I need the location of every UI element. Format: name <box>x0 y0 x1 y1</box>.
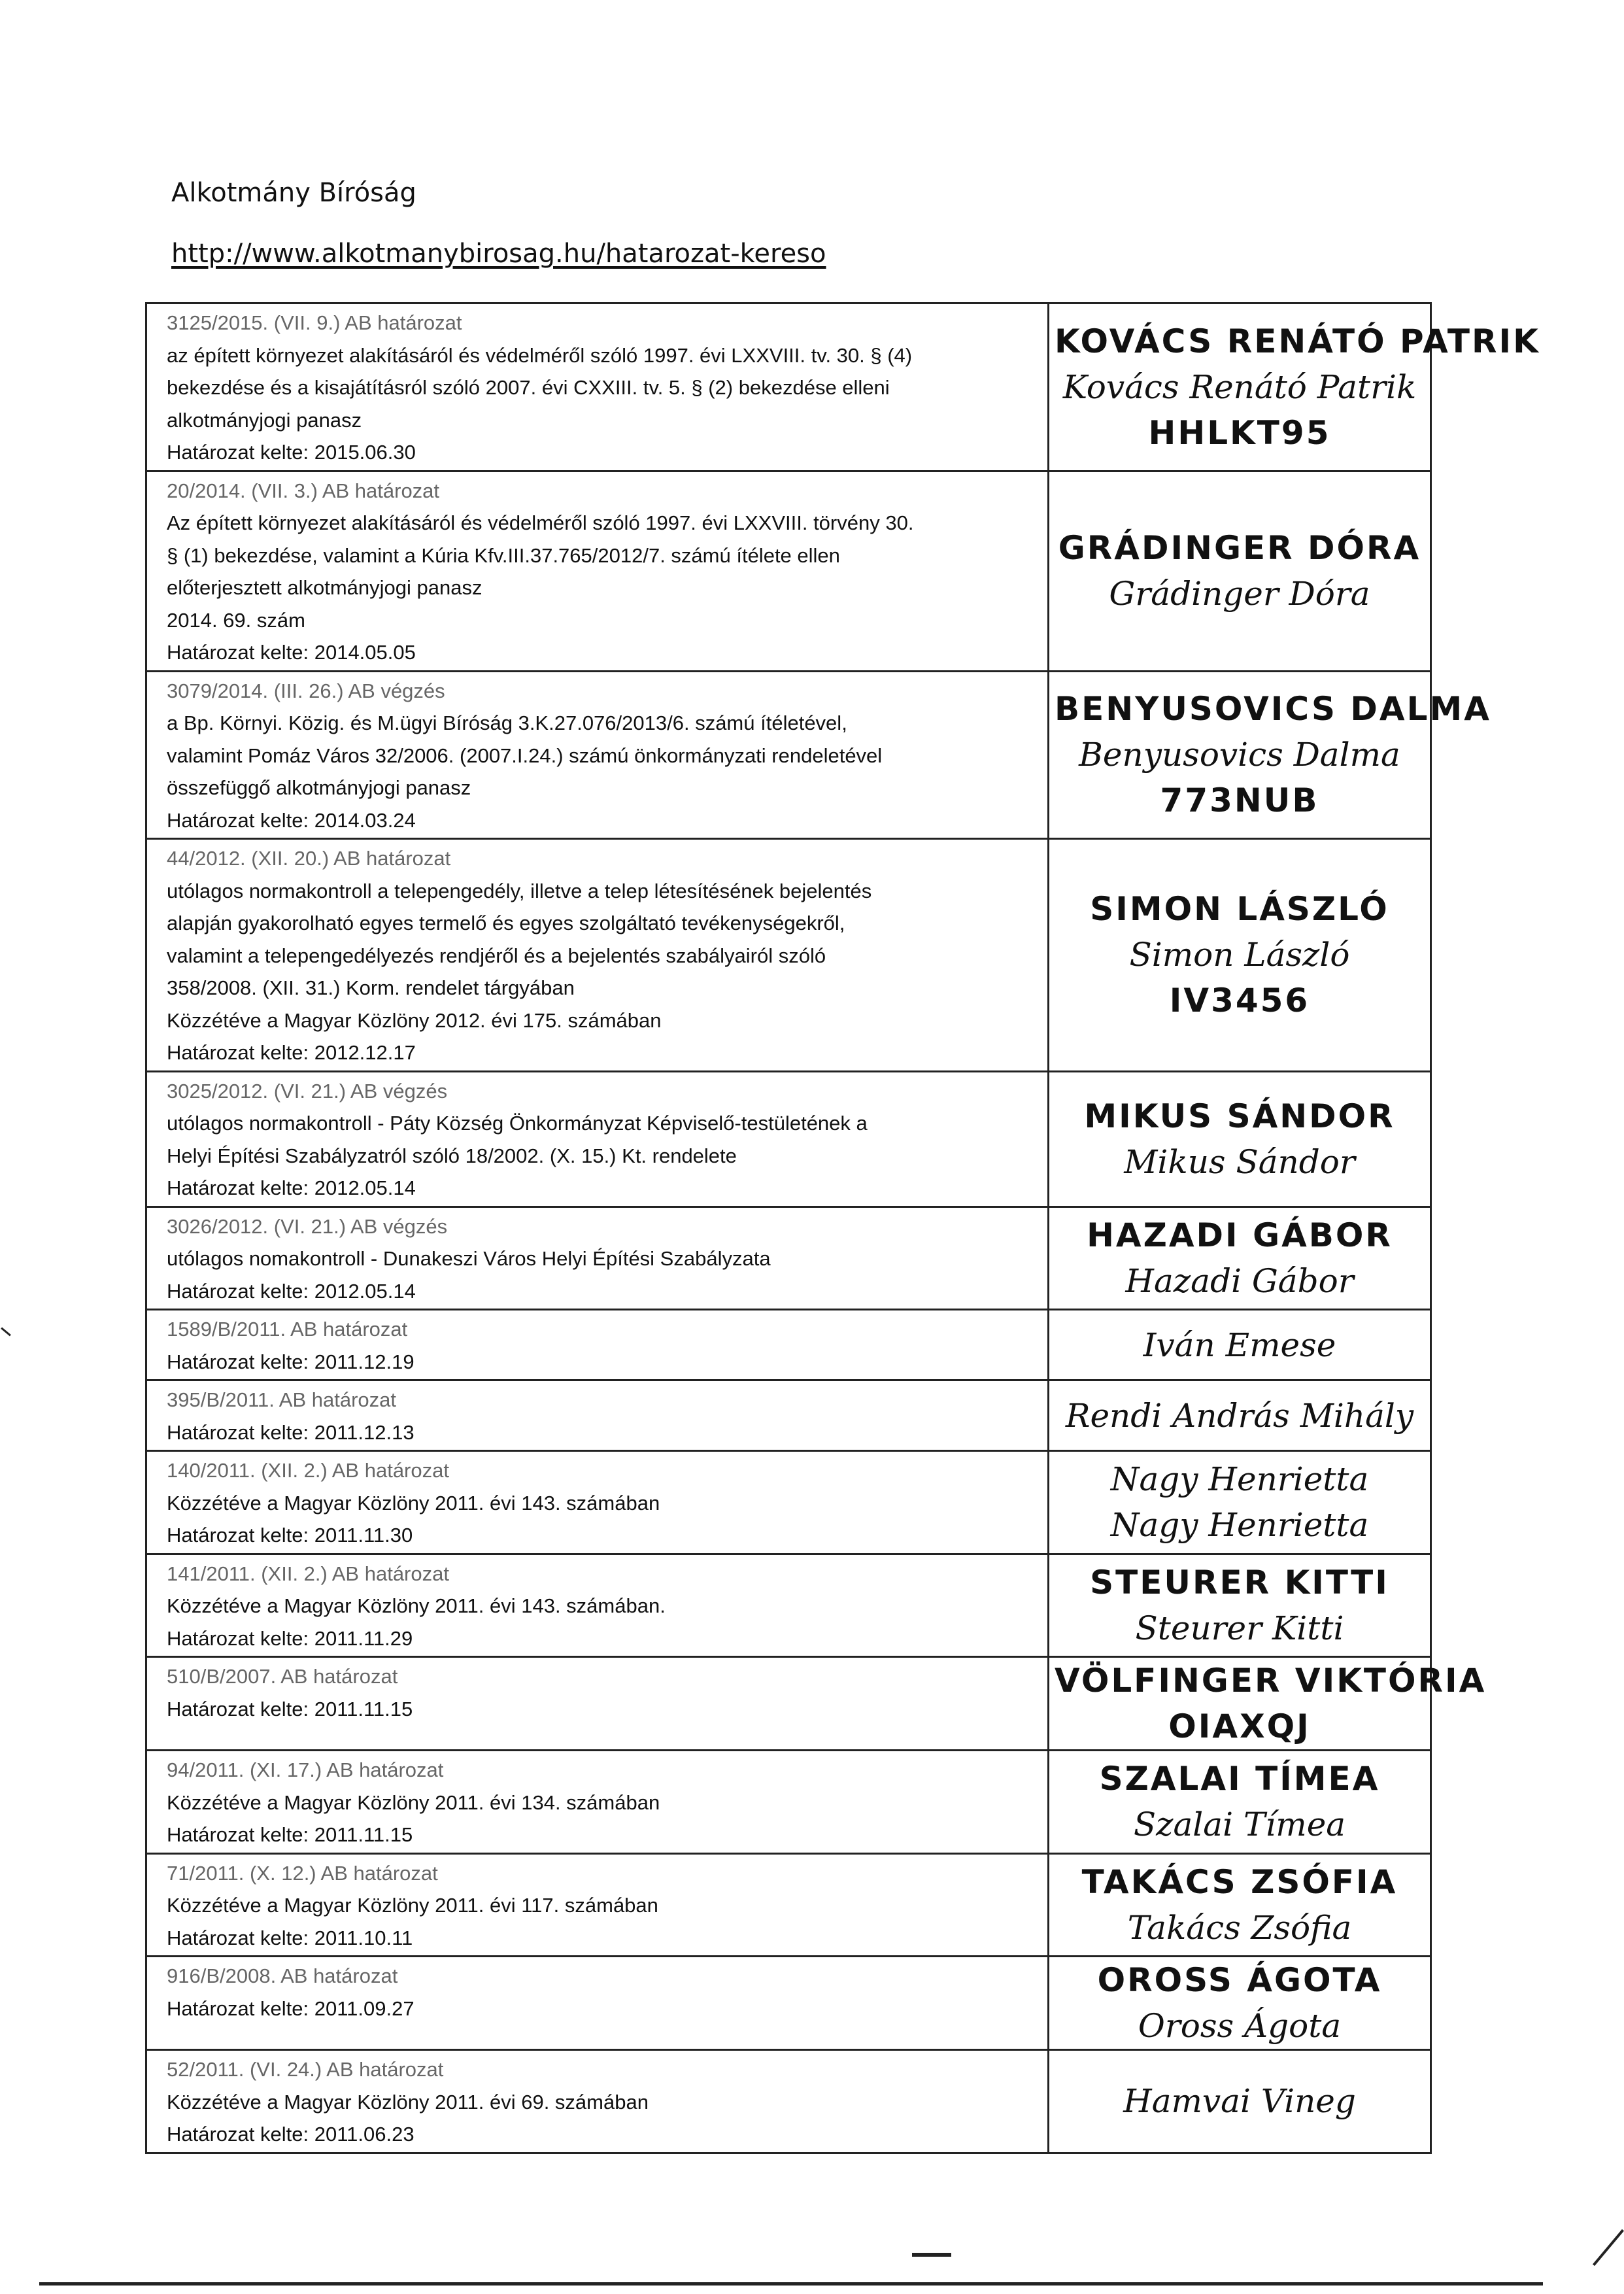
decision-number: 1589/B/2011. AB határozat <box>167 1318 408 1341</box>
signature-cell <box>1049 671 1491 839</box>
decision-text-line: Határozat kelte: 2014.03.24 <box>167 808 416 832</box>
decision-text-line: 358/2008. (XII. 31.) Korm. rendelet tárgyában <box>167 976 575 999</box>
signature-line: OROSS ÁGOTA <box>1097 1961 1382 1999</box>
signature-line: Hazadi Gábor <box>1125 1261 1354 1300</box>
decisions-table-body <box>146 303 1540 2153</box>
decision-cell <box>146 839 1049 1072</box>
decision-row <box>146 2050 1431 2153</box>
decision-row <box>146 839 1431 1072</box>
decision-text-line: előterjesztett alkotmányjogi panasz <box>167 576 482 599</box>
decision-text-line: Határozat kelte: 2011.10.11 <box>167 1926 413 1949</box>
decision-text-line: az épített környezet alakításáról és védelméről szóló 1997. évi LXXVIII. tv. 30. § (4) <box>167 343 913 367</box>
decision-cell <box>146 1853 1049 1957</box>
decision-text-line: a Bp. Környi. Közig. és M.ügyi Bíróság 3.K.27.076/2013/6. számú ítéletével, <box>167 711 847 734</box>
decision-cell <box>146 1380 1049 1451</box>
decision-row <box>146 1751 1431 1854</box>
decision-text-line: Közzétéve a Magyar Közlöny 2011. évi 69. számában <box>167 2090 649 2114</box>
decision-text-line: Határozat kelte: 2012.05.14 <box>167 1176 416 1199</box>
decision-text-line: 2014. 69. szám <box>167 608 305 632</box>
decision-text-line: valamint Pomáz Város 32/2006. (2007.I.24.) számú önkormányzati rendeletével <box>167 744 883 767</box>
decision-text-line: Határozat kelte: 2012.12.17 <box>167 1041 416 1064</box>
decision-row <box>146 1207 1431 1310</box>
decision-number: 140/2011. (XII. 2.) AB határozat <box>167 1459 449 1482</box>
decision-text-line: utólagos normakontroll a telepengedély, illetve a telep létesítésének bejelentés <box>167 879 872 902</box>
decision-cell <box>146 1071 1049 1207</box>
signature-line: HAZADI GÁBOR <box>1087 1216 1393 1254</box>
decision-text-line: Közzétéve a Magyar Közlöny 2011. évi 134. számában <box>167 1790 660 1814</box>
corner-mark <box>1593 2229 1624 2266</box>
decision-cell <box>146 671 1049 839</box>
signature-cell <box>1049 303 1540 471</box>
signature-line: OIAXQJ <box>1168 1707 1311 1745</box>
signature-line: HHLKT95 <box>1148 413 1331 452</box>
decision-text-line: Helyi Építési Szabályzatról szóló 18/2002. (X. 15.) Kt. rendelete <box>167 1144 737 1167</box>
signature-line: SIMON LÁSZLÓ <box>1090 890 1389 929</box>
signature-cell <box>1049 1207 1431 1310</box>
decision-text-line: utólagos nomakontroll - Dunakeszi Város Helyi Építési Szabályzata <box>167 1247 771 1270</box>
decision-row <box>146 1451 1431 1554</box>
signature-cell <box>1049 471 1431 671</box>
decision-text-line: Határozat kelte: 2011.11.15 <box>167 1697 413 1720</box>
decision-text-line: Közzétéve a Magyar Közlöny 2011. évi 143. számában. <box>167 1594 666 1617</box>
signature-line: STEURER KITTI <box>1090 1563 1389 1601</box>
decision-row <box>146 303 1431 471</box>
decision-text-line: Határozat kelte: 2011.11.15 <box>167 1823 413 1846</box>
decision-text-line: Határozat kelte: 2011.09.27 <box>167 1996 414 2020</box>
decision-text-line: Közzétéve a Magyar Közlöny 2011. évi 143. számában <box>167 1491 660 1515</box>
decision-text-line: Határozat kelte: 2011.12.13 <box>167 1420 414 1444</box>
signature-cell <box>1049 1310 1431 1380</box>
page-edge-dash <box>912 2253 951 2257</box>
decision-number: 3026/2012. (VI. 21.) AB végzés <box>167 1214 448 1238</box>
decisions-table <box>145 302 1540 2154</box>
decision-number: 44/2012. (XII. 20.) AB határozat <box>167 847 451 870</box>
decision-number: 395/B/2011. AB határozat <box>167 1388 397 1411</box>
signature-line: Oross Ágota <box>1138 2007 1342 2045</box>
decision-number: 510/B/2007. AB határozat <box>167 1665 398 1688</box>
decision-text-line: alapján gyakorolható egyes termelő és egyes szolgáltató tevékenységekről, <box>167 912 845 934</box>
decision-text-line: bekezdése és a kisajátításról szóló 2007. évi CXXIII. tv. 5. § (2) bekezdése elleni <box>167 376 890 399</box>
decision-row <box>146 1853 1431 1957</box>
decision-number: 916/B/2008. AB határozat <box>167 1964 398 1987</box>
signature-line: IV3456 <box>1169 982 1310 1020</box>
signature-cell <box>1049 1853 1431 1957</box>
decision-text-line: Az épített környezet alakításáról és védelméről szóló 1997. évi LXXVIII. törvény 30. <box>167 511 914 534</box>
decision-cell <box>146 303 1049 471</box>
source-url: http://www.alkotmanybirosag.hu/hatarozat-kereso <box>171 239 826 269</box>
decision-number: 94/2011. (XI. 17.) AB határozat <box>167 1758 444 1781</box>
signature-line: Steurer Kitti <box>1135 1609 1344 1647</box>
signature-line: Nagy Henrietta <box>1110 1506 1369 1545</box>
signature-cell <box>1049 1071 1431 1207</box>
signature-cell <box>1049 1451 1431 1554</box>
signature-line: Hamvai Vineg <box>1123 2082 1356 2121</box>
decision-number: 3079/2014. (III. 26.) AB végzés <box>167 679 445 702</box>
decision-text-line: § (1) bekezdése, valamint a Kúria Kfv.III.37.765/2012/7. számú ítélete ellen <box>167 543 840 567</box>
decision-cell <box>146 1957 1049 2050</box>
signature-line: Benyusovics Dalma <box>1079 736 1400 774</box>
signature-cell <box>1049 1380 1431 1451</box>
signature-line: SZALAI TÍMEA <box>1099 1760 1380 1798</box>
decision-number: 141/2011. (XII. 2.) AB határozat <box>167 1562 449 1585</box>
signature-cell <box>1049 839 1431 1072</box>
signature-line: GRÁDINGER DÓRA <box>1058 529 1421 567</box>
decision-row <box>146 671 1431 839</box>
decision-cell <box>146 1751 1049 1854</box>
decision-text-line: alkotmányjogi panasz <box>167 408 362 432</box>
decision-number: 52/2011. (VI. 24.) AB határozat <box>167 2058 444 2081</box>
decision-cell <box>146 1554 1049 1657</box>
decision-text-line: összefüggő alkotmányjogi panasz <box>167 776 471 799</box>
page-title: Alkotmány Bíróság <box>171 178 416 208</box>
decision-row <box>146 1657 1431 1751</box>
decision-cell <box>146 2050 1049 2153</box>
signature-line: Grádinger Dóra <box>1109 575 1370 613</box>
decision-row <box>146 1310 1431 1380</box>
decision-cell <box>146 1207 1049 1310</box>
decision-cell <box>146 1657 1049 1751</box>
decision-number: 20/2014. (VII. 3.) AB határozat <box>167 479 440 502</box>
decision-text-line: Határozat kelte: 2011.06.23 <box>167 2123 414 2146</box>
signature-cell <box>1049 1554 1431 1657</box>
margin-mark <box>1 1327 11 1337</box>
signature-line: Kovács Renátó Patrik <box>1062 368 1417 406</box>
page-edge-line <box>39 2282 1543 2285</box>
decision-text-line: Határozat kelte: 2015.06.30 <box>167 441 416 464</box>
signature-cell <box>1049 1957 1431 2050</box>
signature-line: Takács Zsófia <box>1127 1908 1352 1947</box>
signature-line: KOVÁCS RENÁTÓ PATRIK <box>1055 322 1540 360</box>
decision-text-line: Határozat kelte: 2014.05.05 <box>167 641 416 664</box>
signature-line: Nagy Henrietta <box>1110 1460 1369 1499</box>
decision-number: 71/2011. (X. 12.) AB határozat <box>167 1861 438 1885</box>
decision-row <box>146 1554 1431 1657</box>
decision-row <box>146 1957 1431 2050</box>
signature-line: Mikus Sándor <box>1124 1142 1355 1181</box>
decision-text-line: Határozat kelte: 2011.11.30 <box>167 1524 413 1547</box>
signature-line: 773NUB <box>1160 781 1319 820</box>
decision-cell <box>146 471 1049 671</box>
decision-text-line: Közzétéve a Magyar Közlöny 2011. évi 117. számában <box>167 1894 658 1917</box>
decision-row <box>146 1380 1431 1451</box>
decision-row <box>146 471 1431 671</box>
signature-line: Simon László <box>1129 936 1350 974</box>
decision-cell <box>146 1310 1049 1380</box>
signature-line: Szalai Tímea <box>1133 1806 1346 1844</box>
decision-number: 3125/2015. (VII. 9.) AB határozat <box>167 311 462 334</box>
signature-line: BENYUSOVICS DALMA <box>1055 690 1491 728</box>
decision-text-line: utólagos normakontroll - Páty Község Önkormányzat Képviselő-testületének a <box>167 1112 868 1135</box>
decision-text-line: valamint a telepengedélyezés rendjéről és a bejelentés szabályairól szóló <box>167 944 826 967</box>
signature-line: Iván Emese <box>1143 1326 1336 1364</box>
decision-number: 3025/2012. (VI. 21.) AB végzés <box>167 1079 448 1103</box>
signature-cell <box>1049 1657 1487 1751</box>
signature-line: Rendi András Mihály <box>1065 1396 1414 1435</box>
signature-cell <box>1049 2050 1431 2153</box>
decision-text-line: Közzétéve a Magyar Közlöny 2012. évi 175. számában <box>167 1008 662 1032</box>
decision-text-line: Határozat kelte: 2012.05.14 <box>167 1279 416 1303</box>
signature-line: VÖLFINGER VIKTÓRIA <box>1055 1662 1487 1700</box>
decision-cell <box>146 1451 1049 1554</box>
decision-row <box>146 1071 1431 1207</box>
signature-line: MIKUS SÁNDOR <box>1084 1097 1395 1135</box>
decision-text-line: Határozat kelte: 2011.11.29 <box>167 1626 413 1650</box>
signature-line: TAKÁCS ZSÓFIA <box>1081 1862 1398 1901</box>
decision-text-line: Határozat kelte: 2011.12.19 <box>167 1350 414 1373</box>
signature-cell <box>1049 1751 1431 1854</box>
